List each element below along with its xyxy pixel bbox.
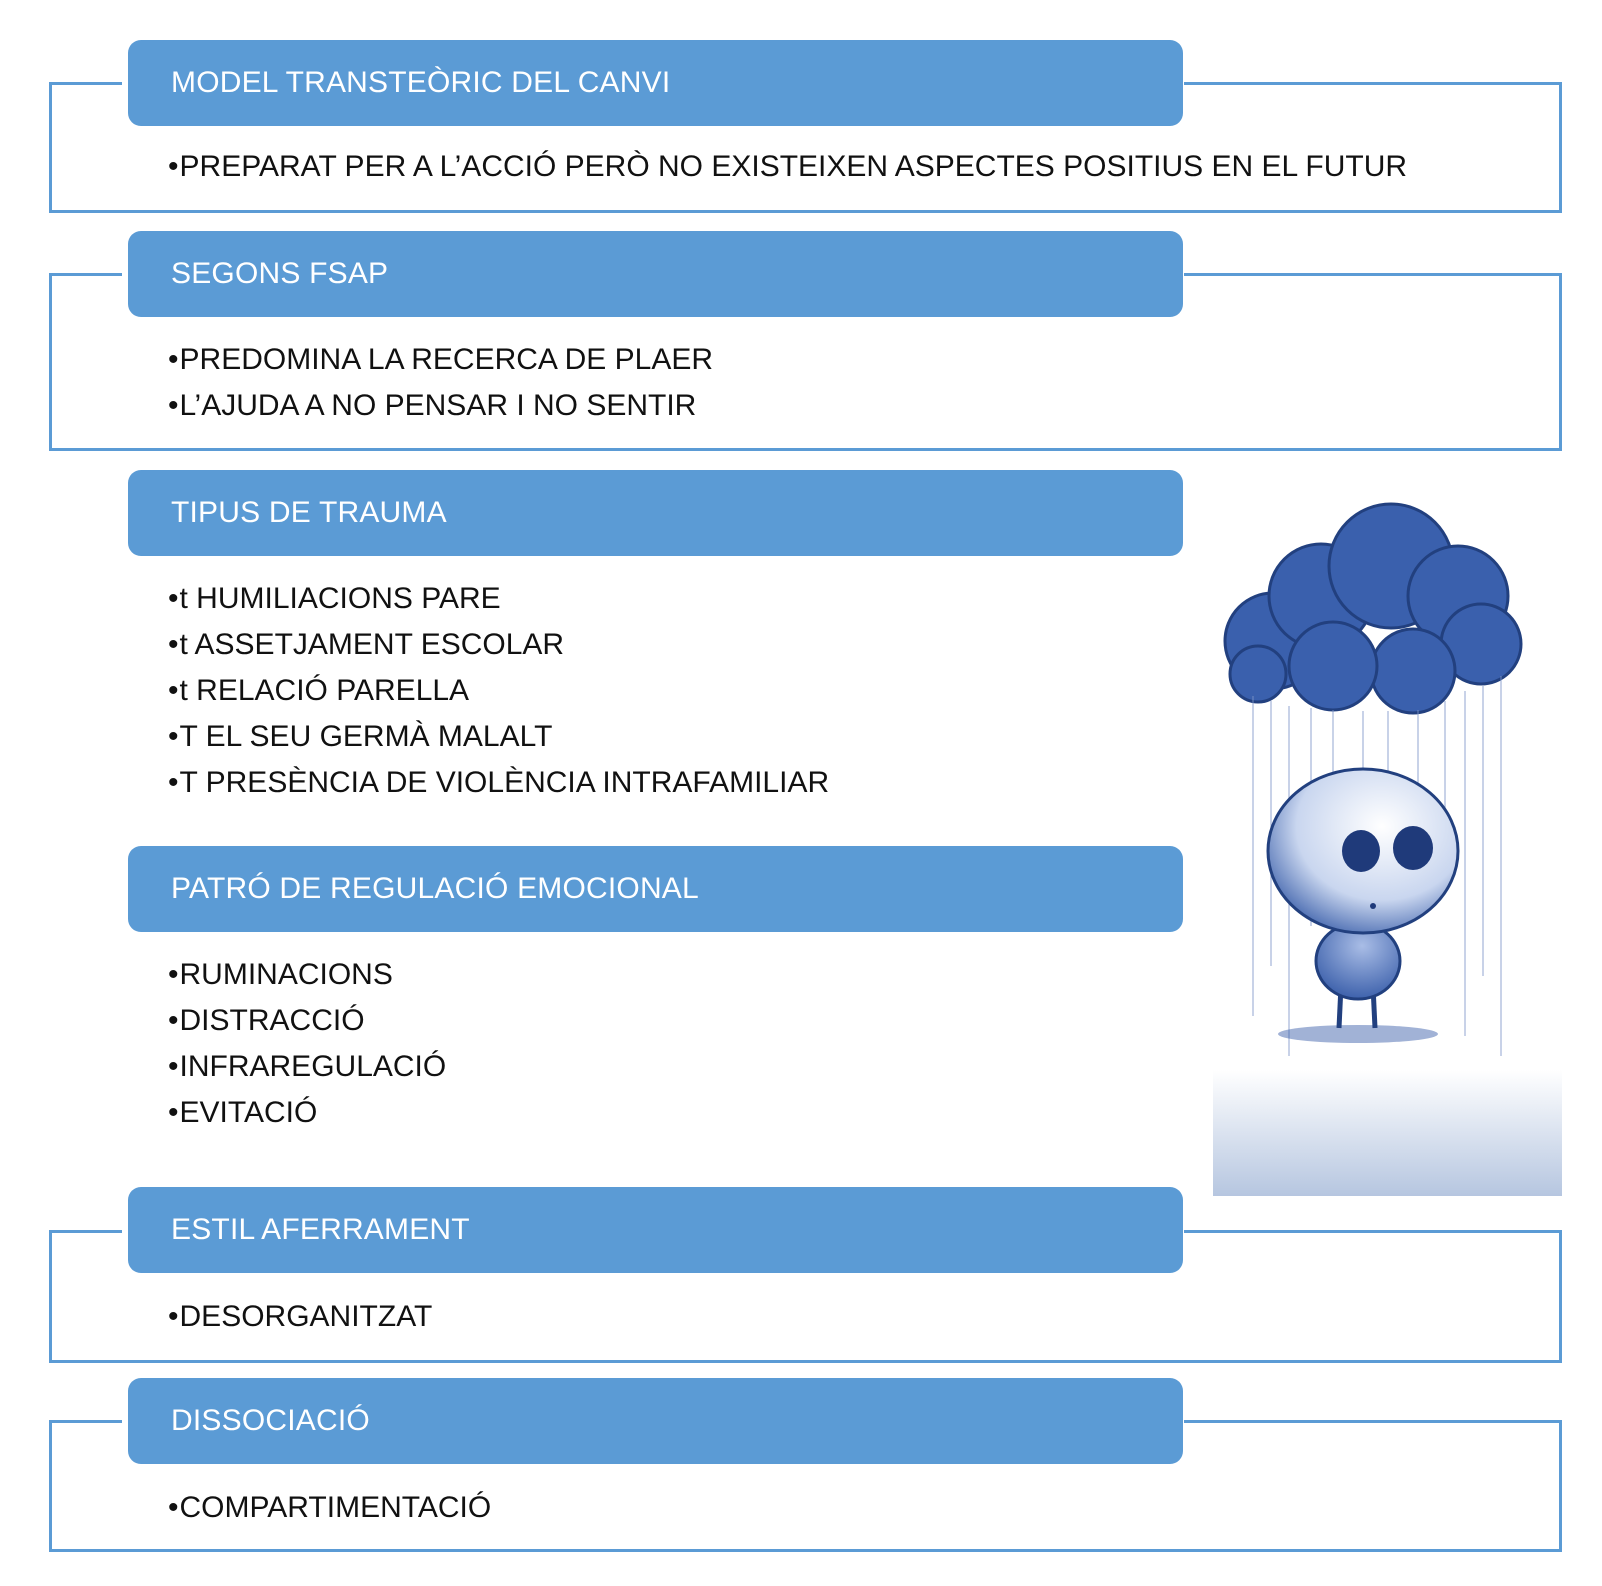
list-item: • t RELACIÓ PARELLA [168, 668, 829, 714]
section-title: SEGONS FSAP [171, 257, 389, 290]
list-item: • DISTRACCIÓ [168, 998, 446, 1044]
rain-cloud-figure-illustration [1213, 496, 1562, 1196]
list-item: • L’AJUDA A NO PENSAR I NO SENTIR [168, 383, 713, 429]
section-title: TIPUS DE TRAUMA [171, 496, 447, 529]
list-item: • EVITACIÓ [168, 1090, 446, 1136]
section-list-6 [168, 1485, 491, 1531]
section-list-1 [168, 144, 1407, 190]
section-header-6 [128, 1378, 1183, 1464]
section-title: ESTIL AFERRAMENT [171, 1213, 470, 1246]
section-title: PATRÓ DE REGULACIÓ EMOCIONAL [171, 872, 699, 905]
section-header-5 [128, 1187, 1183, 1273]
list-item: • T PRESÈNCIA DE VIOLÈNCIA INTRAFAMILIAR [168, 760, 829, 806]
section-header-2 [128, 231, 1183, 317]
list-item: • T EL SEU GERMÀ MALALT [168, 714, 829, 760]
list-item: • t HUMILIACIONS PARE [168, 576, 829, 622]
section-list-3 [168, 576, 829, 806]
section-header-3 [128, 470, 1183, 556]
list-item: • RUMINACIONS [168, 952, 446, 998]
section-header-1 [128, 40, 1183, 126]
list-item: • PREDOMINA LA RECERCA DE PLAER [168, 337, 713, 383]
list-item: • PREPARAT PER A L’ACCIÓ PERÒ NO EXISTEIXEN ASPECTES POSITIUS EN EL FUTUR [168, 144, 1407, 190]
section-header-4 [128, 846, 1183, 932]
section-list-5 [168, 1294, 432, 1340]
list-item: • t ASSETJAMENT ESCOLAR [168, 622, 829, 668]
section-list-4 [168, 952, 446, 1136]
section-list-2 [168, 337, 713, 429]
list-item: • COMPARTIMENTACIÓ [168, 1485, 491, 1531]
section-title: MODEL TRANSTEÒRIC DEL CANVI [171, 66, 671, 99]
list-item: • INFRAREGULACIÓ [168, 1044, 446, 1090]
section-title: DISSOCIACIÓ [171, 1404, 370, 1437]
list-item: • DESORGANITZAT [168, 1294, 432, 1340]
